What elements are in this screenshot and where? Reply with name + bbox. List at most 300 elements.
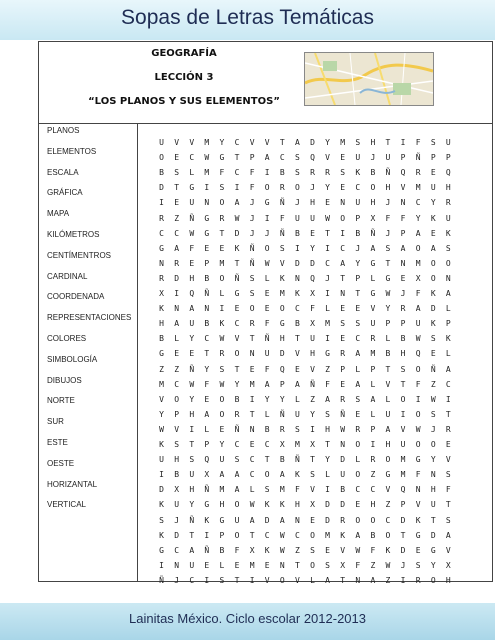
grid-letter: L (355, 455, 361, 465)
grid-letter: U (294, 409, 300, 419)
grid-letter: O (400, 394, 406, 404)
grid-letter: O (370, 515, 376, 525)
grid-letter: S (355, 138, 361, 147)
grid-letter: T (234, 364, 240, 374)
grid-letter: R (415, 575, 421, 585)
grid-letter: F (355, 560, 361, 570)
grid-letter: A (445, 530, 451, 540)
word-list-item: MAPA (47, 209, 70, 219)
grid-letter: D (430, 304, 436, 314)
grid-letter: V (174, 138, 180, 147)
grid-letter: I (219, 304, 225, 314)
grid-letter: M (400, 470, 406, 480)
grid-letter: M (279, 485, 285, 495)
grid-row (154, 168, 456, 177)
grid-letter: L (310, 575, 315, 585)
grid-letter: L (219, 289, 225, 298)
grid-letter: O (415, 243, 421, 253)
grid-letter: Y (189, 334, 195, 344)
grid-letter: W (219, 379, 225, 389)
grid-letter: Y (430, 455, 436, 465)
grid-letter: E (174, 349, 180, 359)
grid-letter: K (430, 319, 436, 329)
grid-letter: P (445, 153, 451, 163)
grid-letter: W (415, 334, 421, 344)
grid-letter: V (159, 394, 164, 404)
grid-letter: T (325, 228, 330, 238)
grid-letter: T (234, 258, 240, 268)
grid-letter: I (159, 198, 164, 208)
grid-letter: P (204, 258, 210, 268)
grid-letter: A (219, 470, 225, 480)
grid-letter: P (400, 319, 406, 329)
grid-letter: E (340, 334, 346, 344)
grid-letter: I (204, 575, 210, 585)
grid-letter: C (325, 258, 330, 268)
grid-letter: D (310, 258, 315, 268)
grid-row (154, 410, 456, 419)
grid-letter: T (234, 575, 240, 585)
grid-letter: E (189, 258, 195, 268)
grid-letter: X (310, 500, 315, 510)
grid-row (154, 546, 456, 555)
grid-letter: F (310, 304, 315, 314)
grid-letter: C (234, 168, 240, 178)
grid-letter: A (234, 470, 240, 480)
grid-letter: U (234, 515, 240, 525)
grid-letter: H (189, 273, 195, 283)
grid-row (154, 470, 456, 479)
grid-letter: G (279, 319, 285, 329)
grid-row (154, 349, 456, 358)
grid-letter: V (445, 545, 451, 555)
grid-letter: U (189, 198, 195, 208)
grid-letter: B (294, 228, 300, 238)
grid-letter: J (325, 273, 330, 283)
grid-letter: A (445, 364, 451, 374)
grid-letter: O (430, 440, 436, 449)
grid-letter: S (219, 575, 225, 585)
grid-letter: K (415, 515, 421, 525)
grid-letter: E (174, 198, 180, 208)
grid-letter: E (325, 545, 330, 555)
grid-letter: N (430, 470, 436, 480)
grid-letter: M (159, 379, 164, 389)
grid-letter: C (264, 530, 270, 540)
page-title: Sopas de Letras Temáticas (121, 6, 374, 29)
grid-letter: A (415, 228, 421, 238)
grid-letter: E (340, 153, 346, 163)
grid-letter: Z (325, 364, 330, 374)
grid-letter: A (370, 575, 376, 585)
grid-letter: F (189, 243, 195, 253)
grid-letter: U (445, 213, 451, 223)
grid-letter: D (279, 349, 285, 359)
grid-letter: U (264, 349, 270, 359)
grid-letter: P (430, 153, 436, 163)
grid-letter: L (174, 334, 180, 344)
grid-letter: K (355, 168, 361, 178)
grid-letter: B (159, 168, 164, 178)
grid-letter: I (400, 409, 406, 419)
grid-letter: V (445, 455, 451, 465)
grid-letter: A (294, 379, 300, 389)
grid-letter: M (415, 258, 421, 268)
grid-letter: H (279, 334, 285, 344)
grid-letter: C (340, 243, 346, 253)
grid-letter: M (325, 319, 330, 329)
grid-letter: T (355, 289, 361, 298)
grid-letter: R (370, 334, 376, 344)
grid-row (154, 334, 456, 343)
grid-letter: R (445, 424, 451, 434)
grid-letter: Ñ (279, 198, 285, 208)
grid-letter: O (219, 273, 225, 283)
grid-letter: E (219, 424, 225, 434)
grid-letter: C (234, 319, 240, 329)
grid-letter: S (279, 243, 285, 253)
grid-letter: P (400, 153, 406, 163)
grid-letter: Ñ (189, 515, 195, 525)
grid-letter: T (174, 183, 180, 193)
grid-letter: H (430, 485, 436, 495)
grid-letter: F (370, 545, 376, 555)
grid-letter: T (340, 575, 346, 585)
grid-letter: S (310, 470, 315, 480)
grid-letter: O (234, 530, 240, 540)
grid-letter: B (174, 470, 180, 480)
grid-letter: B (355, 228, 361, 238)
grid-letter: K (234, 243, 240, 253)
grid-letter: W (159, 424, 164, 434)
grid-letter: A (385, 424, 391, 434)
grid-letter: Y (189, 394, 195, 404)
grid-letter: R (340, 515, 346, 525)
grid-letter: M (204, 168, 210, 178)
grid-letter: O (264, 470, 270, 480)
grid-letter: Z (385, 575, 391, 585)
grid-letter: S (159, 515, 164, 525)
grid-letter: P (204, 440, 210, 449)
grid-letter: Y (264, 394, 270, 404)
grid-letter: Y (430, 198, 436, 208)
grid-letter: R (219, 213, 225, 223)
grid-letter: I (415, 394, 421, 404)
grid-letter: D (294, 258, 300, 268)
word-list-item: COLORES (47, 334, 87, 343)
grid-letter: A (430, 243, 436, 253)
grid-letter: Q (310, 273, 315, 283)
grid-letter: W (279, 545, 285, 555)
grid-letter: F (249, 183, 255, 193)
grid-letter: O (279, 575, 285, 585)
grid-letter: V (189, 138, 195, 147)
grid-row (154, 304, 456, 313)
grid-letter: C (445, 379, 451, 389)
grid-row (154, 576, 456, 585)
grid-row (154, 500, 456, 509)
grid-letter: P (370, 424, 376, 434)
grid-letter: T (325, 440, 330, 449)
grid-letter: L (264, 273, 270, 283)
grid-letter: U (159, 138, 164, 147)
grid-letter: I (234, 183, 240, 193)
grid-letter: D (400, 515, 406, 525)
grid-letter: Z (159, 364, 164, 374)
grid-letter: G (385, 273, 391, 283)
grid-letter: V (174, 424, 180, 434)
grid-letter: N (204, 304, 210, 314)
grid-letter: P (355, 213, 361, 223)
grid-letter: S (385, 243, 391, 253)
grid-letter: A (325, 575, 330, 585)
grid-letter: H (445, 183, 451, 193)
grid-letter: P (219, 530, 225, 540)
grid-row (154, 274, 456, 283)
grid-letter: N (415, 485, 421, 495)
grid-letter: G (204, 500, 210, 510)
grid-letter: O (355, 470, 361, 480)
grid-letter: R (355, 424, 361, 434)
grid-letter: K (279, 273, 285, 283)
word-list-item: HORIZANTAL (47, 479, 98, 489)
grid-letter: C (189, 153, 195, 163)
grid-letter: R (249, 319, 255, 329)
grid-letter: G (219, 153, 225, 163)
grid-row (154, 440, 456, 449)
grid-letter: G (189, 183, 195, 193)
grid-letter: E (264, 560, 270, 570)
grid-row (154, 198, 456, 207)
grid-letter: E (204, 243, 210, 253)
grid-letter: F (415, 138, 421, 147)
grid-letter: E (174, 153, 180, 163)
grid-letter: Ñ (415, 153, 421, 163)
grid-letter: E (325, 198, 330, 208)
grid-letter: L (385, 334, 391, 344)
grid-letter: L (370, 273, 376, 283)
grid-letter: I (325, 334, 330, 344)
grid-letter: U (430, 183, 436, 193)
grid-letter: R (370, 455, 376, 465)
grid-letter: I (445, 394, 451, 404)
grid-letter: E (400, 273, 406, 283)
grid-letter: N (204, 198, 210, 208)
grid-letter: O (174, 394, 180, 404)
grid-letter: C (355, 334, 361, 344)
grid-letter: G (370, 289, 376, 298)
grid-letter: E (310, 515, 315, 525)
grid-letter: T (294, 560, 300, 570)
grid-letter: D (325, 515, 330, 525)
grid-letter: P (400, 500, 406, 510)
grid-letter: Ñ (249, 258, 255, 268)
grid-letter: S (445, 243, 451, 253)
grid-row (154, 244, 456, 253)
grid-letter: S (430, 138, 436, 147)
grid-letter: A (370, 394, 376, 404)
grid-letter: J (370, 153, 376, 163)
grid-letter: S (400, 364, 406, 374)
grid-letter: N (340, 440, 346, 449)
grid-letter: O (385, 455, 391, 465)
grid-letter: H (189, 409, 195, 419)
grid-letter: J (400, 560, 406, 570)
grid-letter: S (174, 168, 180, 178)
grid-letter: B (204, 273, 210, 283)
grid-letter: R (234, 409, 240, 419)
grid-letter: J (294, 198, 300, 208)
grid-letter: K (294, 289, 300, 298)
grid-letter: L (204, 424, 210, 434)
grid-letter: P (340, 364, 346, 374)
grid-letter: K (204, 515, 210, 525)
grid-letter: Ñ (189, 213, 195, 223)
grid-letter: O (430, 273, 436, 283)
grid-letter: S (310, 545, 315, 555)
grid-letter: Ñ (159, 575, 164, 585)
grid-letter: L (385, 394, 391, 404)
grid-letter: O (310, 530, 315, 540)
grid-letter: H (385, 183, 391, 193)
grid-letter: V (400, 424, 406, 434)
grid-letter: L (219, 560, 225, 570)
grid-letter: J (385, 228, 391, 238)
grid-letter: R (400, 304, 406, 314)
grid-letter: S (189, 455, 195, 465)
grid-letter: P (385, 319, 391, 329)
map-image (304, 52, 434, 106)
grid-row (154, 183, 456, 192)
grid-letter: O (234, 500, 240, 510)
grid-letter: X (310, 289, 315, 298)
grid-letter: W (355, 545, 361, 555)
grid-letter: G (430, 545, 436, 555)
grid-row (154, 531, 456, 540)
grid-letter: X (159, 289, 164, 298)
grid-letter: F (234, 545, 240, 555)
grid-letter: V (264, 138, 270, 147)
grid-letter: Y (219, 138, 225, 147)
grid-letter: O (415, 440, 421, 449)
grid-letter: W (249, 500, 255, 510)
grid-letter: N (355, 575, 361, 585)
grid-letter: C (174, 379, 180, 389)
grid-letter: I (294, 243, 300, 253)
grid-letter: M (219, 485, 225, 495)
grid-letter: T (400, 379, 406, 389)
word-list (39, 123, 138, 581)
grid-letter: Z (430, 379, 436, 389)
grid-letter: G (234, 289, 240, 298)
grid-row (154, 259, 456, 268)
grid-letter: T (430, 515, 436, 525)
grid-letter: C (234, 440, 240, 449)
grid-letter: I (249, 575, 255, 585)
grid-letter: T (264, 455, 270, 465)
grid-row (154, 229, 456, 238)
grid-letter: L (325, 304, 330, 314)
grid-letter: T (189, 440, 195, 449)
grid-letter: H (325, 424, 330, 434)
grid-letter: C (355, 183, 361, 193)
grid-letter: H (370, 500, 376, 510)
grid-letter: A (370, 243, 376, 253)
grid-letter: E (234, 560, 240, 570)
word-list-item: CENTÍMENTROS (47, 250, 111, 260)
grid-letter: J (249, 213, 255, 223)
grid-letter: A (234, 198, 240, 208)
grid-letter: K (159, 500, 164, 510)
grid-letter: J (249, 228, 255, 238)
grid-letter: B (219, 545, 225, 555)
grid-letter: X (340, 560, 346, 570)
grid-letter: S (219, 183, 225, 193)
grid-letter: K (279, 500, 285, 510)
grid-letter: G (264, 198, 270, 208)
grid-letter: R (219, 349, 225, 359)
grid-letter: R (340, 394, 346, 404)
grid-letter: I (174, 289, 180, 298)
grid-letter: B (400, 334, 406, 344)
grid-letter: G (415, 530, 421, 540)
grid-letter: T (249, 409, 255, 419)
grid-letter: V (310, 485, 315, 495)
word-list-item: NORTE (47, 396, 75, 406)
grid-letter: G (219, 515, 225, 525)
grid-letter: T (219, 228, 225, 238)
grid-letter: J (264, 228, 270, 238)
grid-letter: T (445, 409, 451, 419)
grid-letter: Q (279, 364, 285, 374)
grid-letter: S (264, 485, 270, 495)
grid-letter: S (325, 560, 330, 570)
grid-letter: A (294, 138, 300, 147)
grid-letter: W (385, 560, 391, 570)
word-list-item: PLANOS (47, 126, 80, 135)
grid-letter: S (249, 289, 255, 298)
grid-letter: O (219, 409, 225, 419)
grid-letter: U (385, 153, 391, 163)
grid-letter: Q (189, 289, 195, 298)
grid-letter: M (219, 258, 225, 268)
grid-letter: Ñ (370, 228, 376, 238)
grid-letter: U (355, 153, 361, 163)
grid-letter: Q (445, 168, 451, 178)
grid-letter: W (279, 530, 285, 540)
grid-letter: Y (234, 379, 240, 389)
grid-letter: O (430, 575, 436, 585)
grid-letter: F (264, 364, 270, 374)
grid-letter: V (370, 304, 376, 314)
grid-letter: S (294, 168, 300, 178)
grid-letter: B (264, 424, 270, 434)
grid-letter: H (159, 319, 164, 329)
grid-letter: P (174, 409, 180, 419)
grid-letter: E (264, 289, 270, 298)
grid-letter: J (430, 424, 436, 434)
grid-letter: Ñ (234, 424, 240, 434)
grid-letter: B (370, 530, 376, 540)
grid-letter: O (219, 198, 225, 208)
word-list-item: CARDINAL (47, 271, 88, 281)
grid-row (154, 289, 456, 298)
grid-row (154, 485, 456, 494)
grid-letter: L (294, 394, 300, 404)
grid-letter: R (159, 213, 164, 223)
grid-letter: E (340, 379, 346, 389)
grid-letter: I (264, 168, 270, 178)
